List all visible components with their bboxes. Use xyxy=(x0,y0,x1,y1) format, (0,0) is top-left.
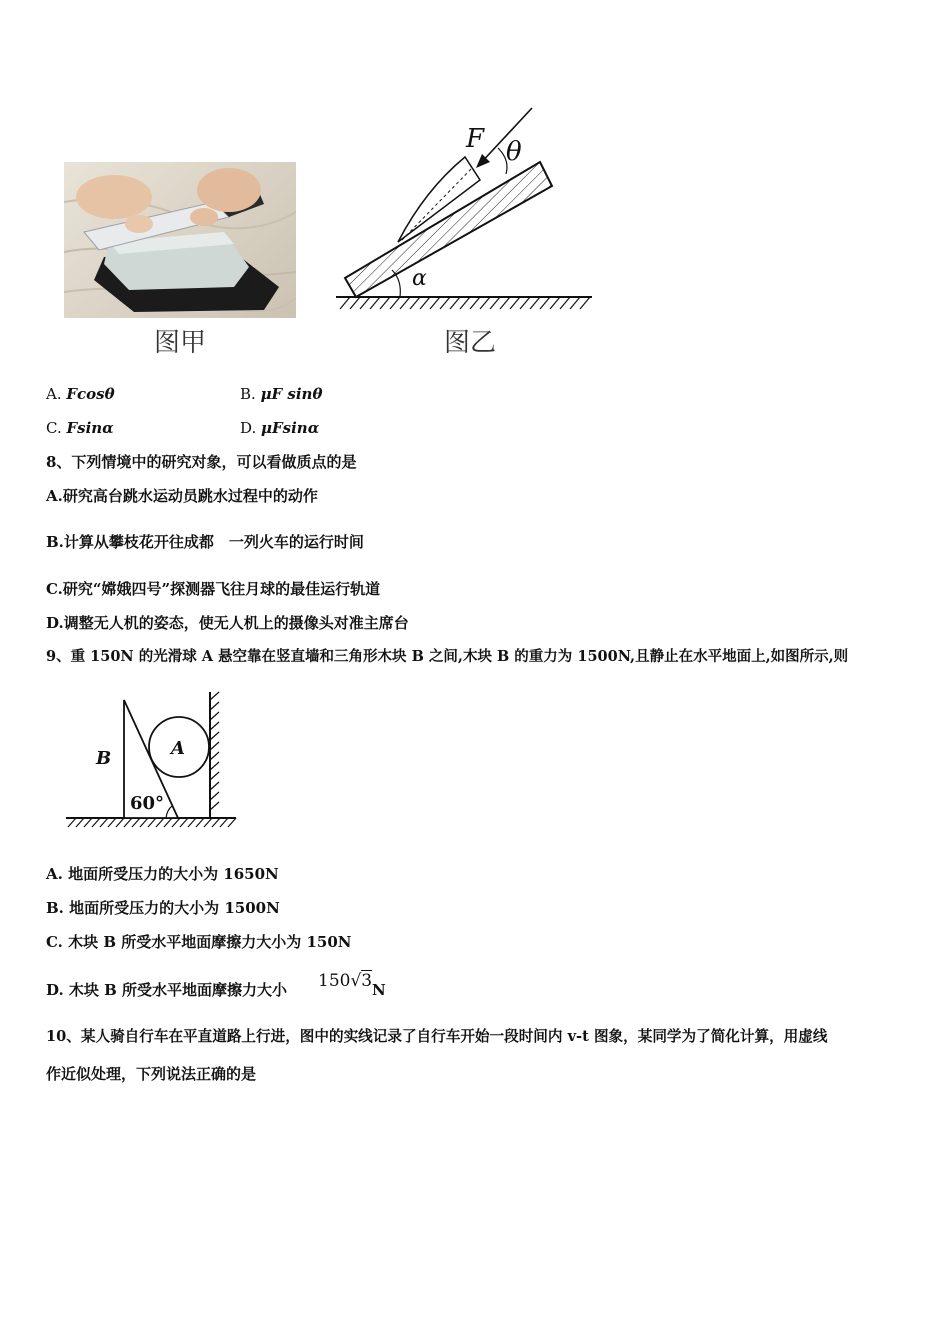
sqrt-radicand: 3 xyxy=(361,971,373,991)
q8-option-d[interactable]: D.调整无人机的姿态，使无人机上的摄像头对准主席台 xyxy=(46,614,409,632)
q7-option-d[interactable]: D. μFsinα xyxy=(240,419,320,437)
q9-option-d-value xyxy=(318,970,372,992)
q9-stem: 9、重 150N 的光滑球 A 悬空靠在竖直墙和三角形木块 B 之间,木块 B 的重力为 1500N,且静止在水平地面上,如图所示,则 xyxy=(46,648,849,665)
caption-jia: 图甲 xyxy=(154,328,207,358)
q7-option-b[interactable]: B. μF sinθ xyxy=(240,385,323,403)
label-force-f: F xyxy=(466,124,485,154)
q9-option-a[interactable]: A. 地面所受压力的大小为 1650N xyxy=(46,865,279,883)
label-angle-60: 60° xyxy=(130,793,165,814)
q8-stem: 8、下列情境中的研究对象，可以看做质点的是 xyxy=(46,453,357,471)
q8-option-b[interactable]: B.计算从攀枝花开往成都 一列火车的运行时间 xyxy=(46,533,364,551)
sqrt-sign: √ xyxy=(350,971,362,991)
q9-option-b[interactable]: B. 地面所受压力的大小为 1500N xyxy=(46,899,280,917)
label-ball-a: A xyxy=(171,738,185,759)
knife-sharpening-illustration xyxy=(64,162,296,318)
q9-option-d-unit: N xyxy=(372,981,386,999)
q10-stem-line2: 作近似处理，下列说法正确的是 xyxy=(46,1065,257,1083)
q8-option-a[interactable]: A.研究高台跳水运动员跳水过程中的动作 xyxy=(46,487,318,505)
q9-option-c[interactable]: C. 木块 B 所受水平地面摩擦力大小为 150N xyxy=(46,933,352,951)
incline-force-diagram xyxy=(330,100,600,320)
q8-option-c[interactable]: C.研究“嫦娥四号”探测器飞往月球的最佳运行轨道 xyxy=(46,580,381,598)
label-block-b: B xyxy=(96,748,112,769)
q7-option-c[interactable]: C. Fsinα xyxy=(46,419,114,437)
q10-stem-line1: 10、某人骑自行车在平直道路上行进，图中的实线记录了自行车开始一段时间内 v-t 图象，某同学为了简化计算，用虚线 xyxy=(46,1028,828,1045)
q9-option-d[interactable]: D. 木块 B 所受水平地面摩擦力大小 xyxy=(46,981,288,999)
ground-hatch xyxy=(340,297,590,309)
caption-yi: 图乙 xyxy=(444,328,497,358)
sqrt-coefficient: 150 xyxy=(318,971,351,991)
label-alpha: α xyxy=(412,266,427,291)
knife-sharpening-photo xyxy=(64,162,296,318)
label-theta: θ xyxy=(506,137,522,167)
q7-option-a[interactable]: A. Fcosθ xyxy=(46,385,115,403)
